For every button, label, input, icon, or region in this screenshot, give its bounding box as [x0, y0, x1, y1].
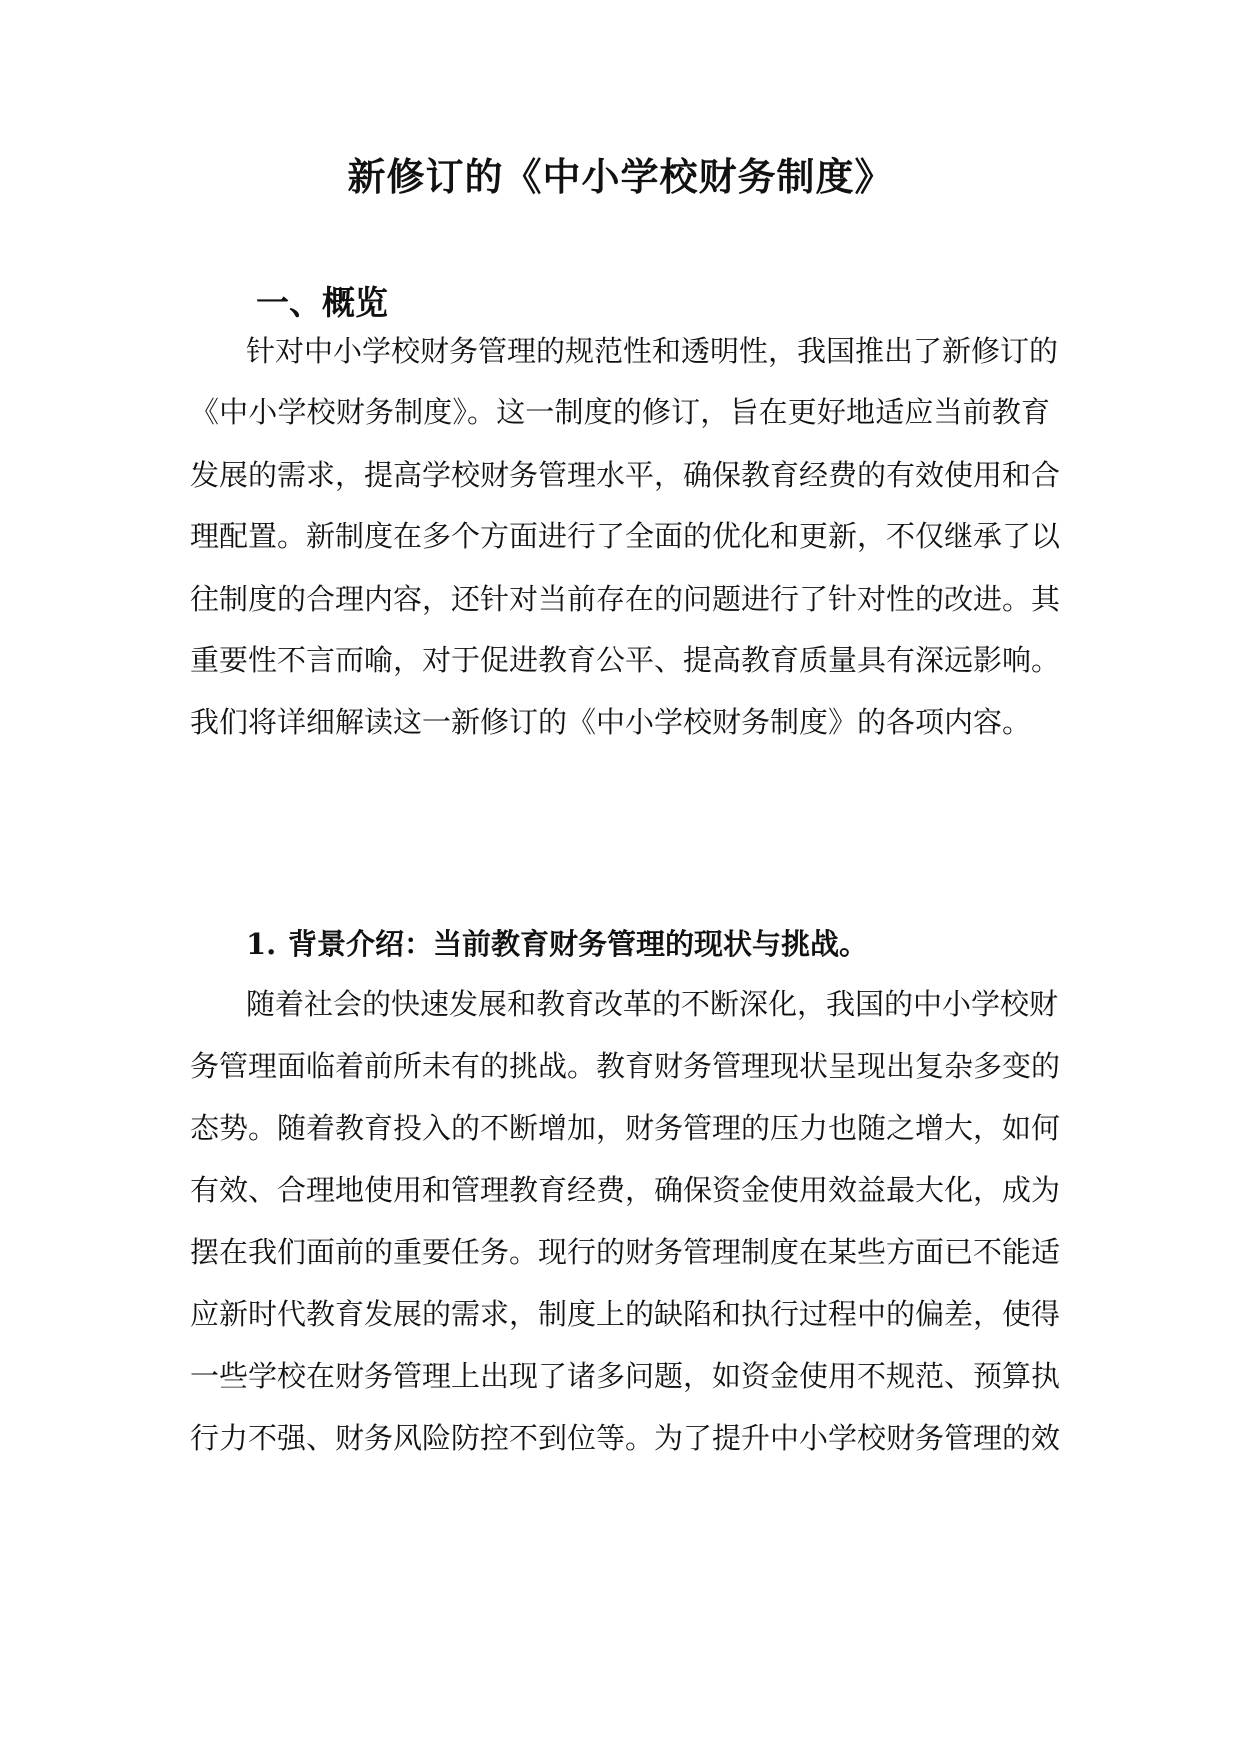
- paragraph-line: 重要性不言而喻，对于促进教育公平、提高教育质量具有深远影响。: [190, 643, 1061, 677]
- paragraph-line: 务管理面临着前所未有的挑战。教育财务管理现状呈现出复杂多变的: [190, 1049, 1061, 1083]
- paragraph-line: 应新时代教育发展的需求，制度上的缺陷和执行过程中的偏差，使得: [190, 1297, 1061, 1331]
- paragraph-line: 摆在我们面前的重要任务。现行的财务管理制度在某些方面已不能适: [190, 1235, 1061, 1269]
- subsection-heading-background: [246, 924, 868, 964]
- paragraph-line: 理配置。新制度在多个方面进行了全面的优化和更新，不仅继承了以: [190, 519, 1061, 553]
- subsection-title: 背景介绍：当前教育财务管理的现状与挑战。: [288, 927, 869, 961]
- paragraph-line: 随着社会的快速发展和教育改革的不断深化，我国的中小学校财: [246, 987, 1059, 1021]
- paragraph-line: 发展的需求，提高学校财务管理水平，确保教育经费的有效使用和合: [190, 458, 1061, 492]
- subsection-number: 1.: [246, 927, 277, 961]
- paragraph-line: 一些学校在财务管理上出现了诸多问题，如资金使用不规范、预算执: [190, 1359, 1061, 1393]
- paragraph-line: 往制度的合理内容，还针对当前存在的问题进行了针对性的改进。其: [190, 582, 1061, 616]
- paragraph-line: 针对中小学校财务管理的规范性和透明性，我国推出了新修订的: [246, 334, 1059, 368]
- paragraph-line: 我们将详细解读这一新修订的《中小学校财务制度》的各项内容。: [190, 705, 1032, 739]
- paragraph-line: 态势。随着教育投入的不断增加，财务管理的压力也随之增大，如何: [190, 1111, 1061, 1145]
- paragraph-line: 《中小学校财务制度》。这一制度的修订，旨在更好地适应当前教育: [190, 395, 1050, 429]
- paragraph-line: 有效、合理地使用和管理教育经费，确保资金使用效益最大化，成为: [190, 1173, 1061, 1207]
- section-heading-overview: 一、概览: [256, 283, 388, 322]
- document-title: 新修订的《中小学校财务制度》: [347, 154, 894, 199]
- paragraph-line: 行力不强、财务风险防控不到位等。为了提升中小学校财务管理的效: [190, 1421, 1061, 1455]
